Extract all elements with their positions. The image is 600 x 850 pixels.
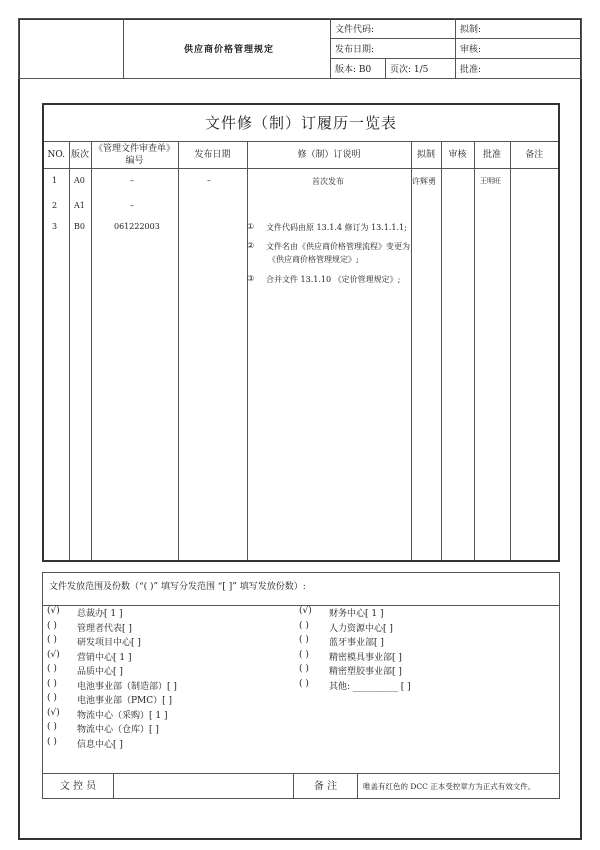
- distribution-item-label: 其他: __________ [ ]: [329, 681, 411, 692]
- distribution-checkbox[interactable]: ( ): [299, 649, 309, 660]
- distribution-item-label: 电池事业部（制造部）[ ]: [77, 681, 177, 692]
- distribution-item-label: 总裁办[ 1 ]: [77, 609, 123, 619]
- item-number: ②: [247, 241, 255, 250]
- distribution-checkbox[interactable]: ( ): [299, 620, 309, 631]
- row-form-no: 061222003: [114, 222, 160, 231]
- distribution-checkbox[interactable]: ( ): [47, 693, 57, 703]
- distribution-item-label: 财务中心[ 1 ]: [329, 609, 384, 619]
- row-form-no: –: [130, 176, 134, 185]
- col-drafter: 拟制: [411, 141, 441, 168]
- col-form-no: 《管理文件审查单》编号: [91, 141, 178, 168]
- row-version: A0: [74, 176, 85, 185]
- row-no: 2: [52, 201, 58, 210]
- distribution-item-label: 蓝牙事业部[ ]: [329, 638, 384, 648]
- row-description: 首次发布: [312, 177, 344, 186]
- row-form-no: –: [130, 201, 134, 210]
- distribution-checkbox[interactable]: ( ): [47, 678, 57, 689]
- distribution-item-label: 研发项目中心[ ]: [77, 638, 141, 648]
- distribution-item-label: 营销中心[ 1 ]: [77, 652, 132, 663]
- item-number: ③: [247, 274, 255, 283]
- release-date-field: 发布日期:: [331, 39, 456, 59]
- remark-label: 备 注: [294, 774, 358, 799]
- distribution-checkbox[interactable]: ( ): [299, 678, 309, 689]
- distribution-instruction: 文件发放范围及份数（“( )” 填写分发范围 “[ ]” 填写发放份数）:: [49, 582, 306, 592]
- file-code-field: 文件代码:: [331, 19, 456, 39]
- distribution-checkbox[interactable]: ( ): [47, 635, 57, 645]
- version-field: 版本: B0: [331, 59, 386, 79]
- col-no: NO.: [43, 141, 69, 168]
- distribution-checkbox[interactable]: ( ): [47, 722, 57, 732]
- col-approver: 批准: [474, 141, 510, 168]
- distribution-item-label: 品质中心[ ]: [77, 667, 123, 677]
- row-approver: 王明旺: [480, 177, 501, 185]
- distribution-checkbox[interactable]: ( ): [299, 635, 309, 645]
- distribution-item-label: 精密模具事业部[ ]: [329, 652, 402, 663]
- document-title: 供应商价格管理规定: [124, 19, 331, 79]
- distribution-checkbox[interactable]: ( ): [47, 664, 57, 674]
- controller-label: 文 控 员: [43, 774, 114, 799]
- row-drafter: 许辉勇: [412, 177, 436, 186]
- col-remark: 备注: [510, 141, 559, 168]
- controller-field[interactable]: [114, 774, 294, 799]
- distribution-item-label: 信息中心[ ]: [77, 739, 123, 750]
- distribution-item-label: 管理者代表[ ]: [77, 623, 132, 634]
- distribution-item-label: 精密塑胶事业部[ ]: [329, 667, 402, 677]
- col-reviewer: 审核: [441, 141, 474, 168]
- distribution-item-label: 物流中心（仓库）[ ]: [77, 725, 159, 735]
- page-field: 页次: 1/5: [386, 59, 456, 79]
- distribution-checkbox[interactable]: (√): [47, 606, 60, 616]
- row-version: A1: [74, 201, 85, 210]
- distribution-checkbox[interactable]: (√): [299, 606, 312, 616]
- distribution-checkbox[interactable]: ( ): [299, 664, 309, 674]
- distribution-section: [42, 572, 560, 799]
- revision-table-title: 文件修（制）订履历一览表: [43, 104, 559, 141]
- distribution-item-label: 电池事业部（PMC）[ ]: [77, 696, 173, 706]
- distribution-checkbox[interactable]: (√): [47, 649, 60, 660]
- remark-text: 唯盖有红色的 DCC 正本受控章方为正式有效文件。: [363, 782, 536, 791]
- row-no: 1: [52, 176, 58, 185]
- col-description: 修（制）订说明: [247, 141, 411, 168]
- description-item-cont: 《供应商价格管理规定》;: [268, 255, 359, 264]
- description-item: 文件代码由原 13.1.4 修订为 13.1.1.1;: [266, 223, 407, 232]
- logo-cell: [19, 19, 124, 79]
- row-version: B0: [74, 222, 85, 231]
- draft-field: 拟制:: [456, 19, 582, 39]
- description-item: 合并文件 13.1.10 《定价管理规定》;: [266, 275, 401, 284]
- distribution-item-label: 人力资源中心[ ]: [329, 623, 393, 634]
- review-field: 审核:: [456, 39, 582, 59]
- document-header: [18, 18, 582, 79]
- description-item: 文件名由《供应商价格管理流程》变更为: [266, 242, 410, 251]
- item-number: ①: [247, 222, 255, 231]
- col-date: 发布日期: [178, 141, 247, 168]
- revision-history-table: [42, 103, 560, 562]
- approve-field: 批准:: [456, 59, 582, 79]
- distribution-checkbox[interactable]: ( ): [47, 620, 57, 631]
- footer-row: [43, 773, 559, 799]
- distribution-checkbox[interactable]: (√): [47, 707, 60, 718]
- distribution-item-label: 物流中心（采购）[ 1 ]: [77, 710, 168, 721]
- row-no: 3: [52, 222, 58, 231]
- distribution-checkbox[interactable]: ( ): [47, 736, 57, 747]
- row-date: –: [207, 176, 211, 185]
- col-version: 版次: [69, 141, 91, 168]
